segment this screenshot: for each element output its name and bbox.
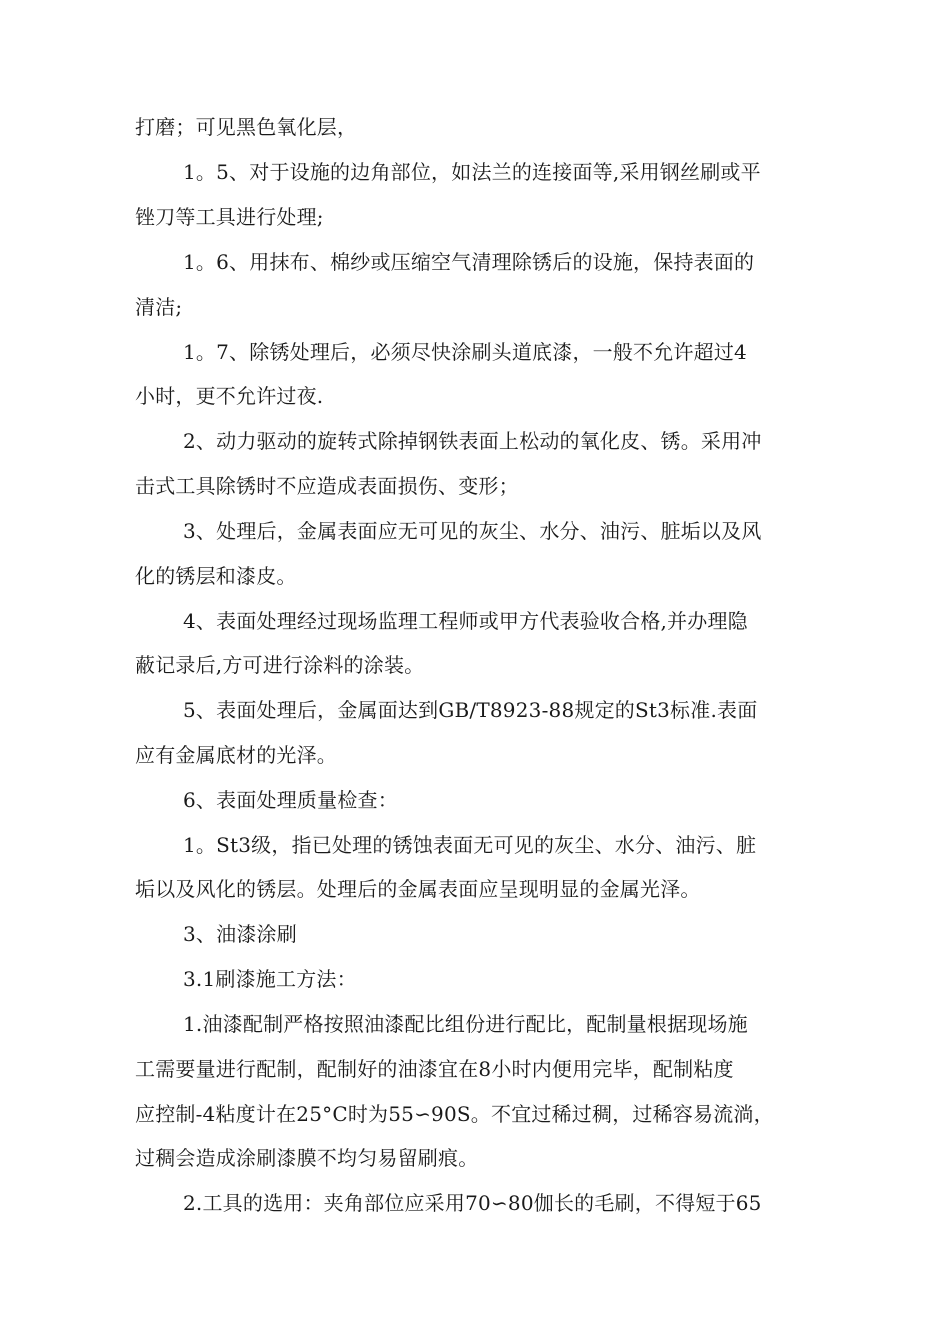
text-line-9: 击式工具除锈时不应造成表面损伤、变形； [135,474,519,498]
text-line-7: 小时，更不允许过夜. [135,384,324,408]
text-line-6: 1。7、除锈处理后，必须尽快涂刷头道底漆，一般不允许超过4 [183,340,747,364]
text-line-10: 3、处理后，金属表面应无可见的灰尘、水分、油污、脏垢以及风 [183,519,762,543]
text-line-12: 4、表面处理经过现场监理工程师或甲方代表验收合格,并办理隐 [183,609,748,633]
text-line-22: 工需要量进行配制，配制好的油漆宜在8小时内便用完毕，配制粘度 [135,1057,734,1081]
text-line-1: 打磨；可见黑色氧化层， [135,115,358,139]
text-line-4: 1。6、用抹布、棉纱或压缩空气清理除锈后的设施，保持表面的 [183,250,755,274]
text-line-18: 垢以及风化的锈层。处理后的金属表面应呈现明显的金属光泽。 [135,877,701,901]
text-line-23: 应控制-4粘度计在25°C时为55∽90S。不宜过稀过稠，过稀容易流淌， [135,1102,774,1126]
text-line-16: 6、表面处理质量检查： [183,788,398,812]
text-line-11: 化的锈层和漆皮。 [135,564,297,588]
text-line-2: 1。5、对于设施的边角部位，如法兰的连接面等,采用钢丝刷或平 [183,160,761,184]
text-line-25: 2.工具的选用：夹角部位应采用70∽80伽长的毛刷，不得短于65 [183,1191,762,1215]
text-line-24: 过稠会造成涂刷漆膜不均匀易留刷痕。 [135,1146,479,1170]
text-line-19: 3、油漆涂刷 [183,922,297,946]
text-line-8: 2、动力驱动的旋转式除掉钢铁表面上松动的氧化皮、锈。采用冲 [183,429,762,453]
text-line-13: 蔽记录后,方可进行涂料的涂装。 [135,653,425,677]
text-line-5: 清洁; [135,295,183,319]
text-line-20: 3.1刷漆施工方法： [183,967,357,991]
text-line-15: 应有金属底材的光泽。 [135,743,337,767]
text-line-17: 1。St3级，指已处理的锈蚀表面无可见的灰尘、水分、油污、脏 [183,833,757,857]
text-line-21: 1.油漆配制严格按照油漆配比组份进行配比，配制量根据现场施 [183,1012,748,1036]
text-line-3: 锉刀等工具进行处理; [135,205,324,229]
text-line-14: 5、表面处理后，金属面达到GB/T8923-88规定的St3标准.表面 [183,698,758,722]
